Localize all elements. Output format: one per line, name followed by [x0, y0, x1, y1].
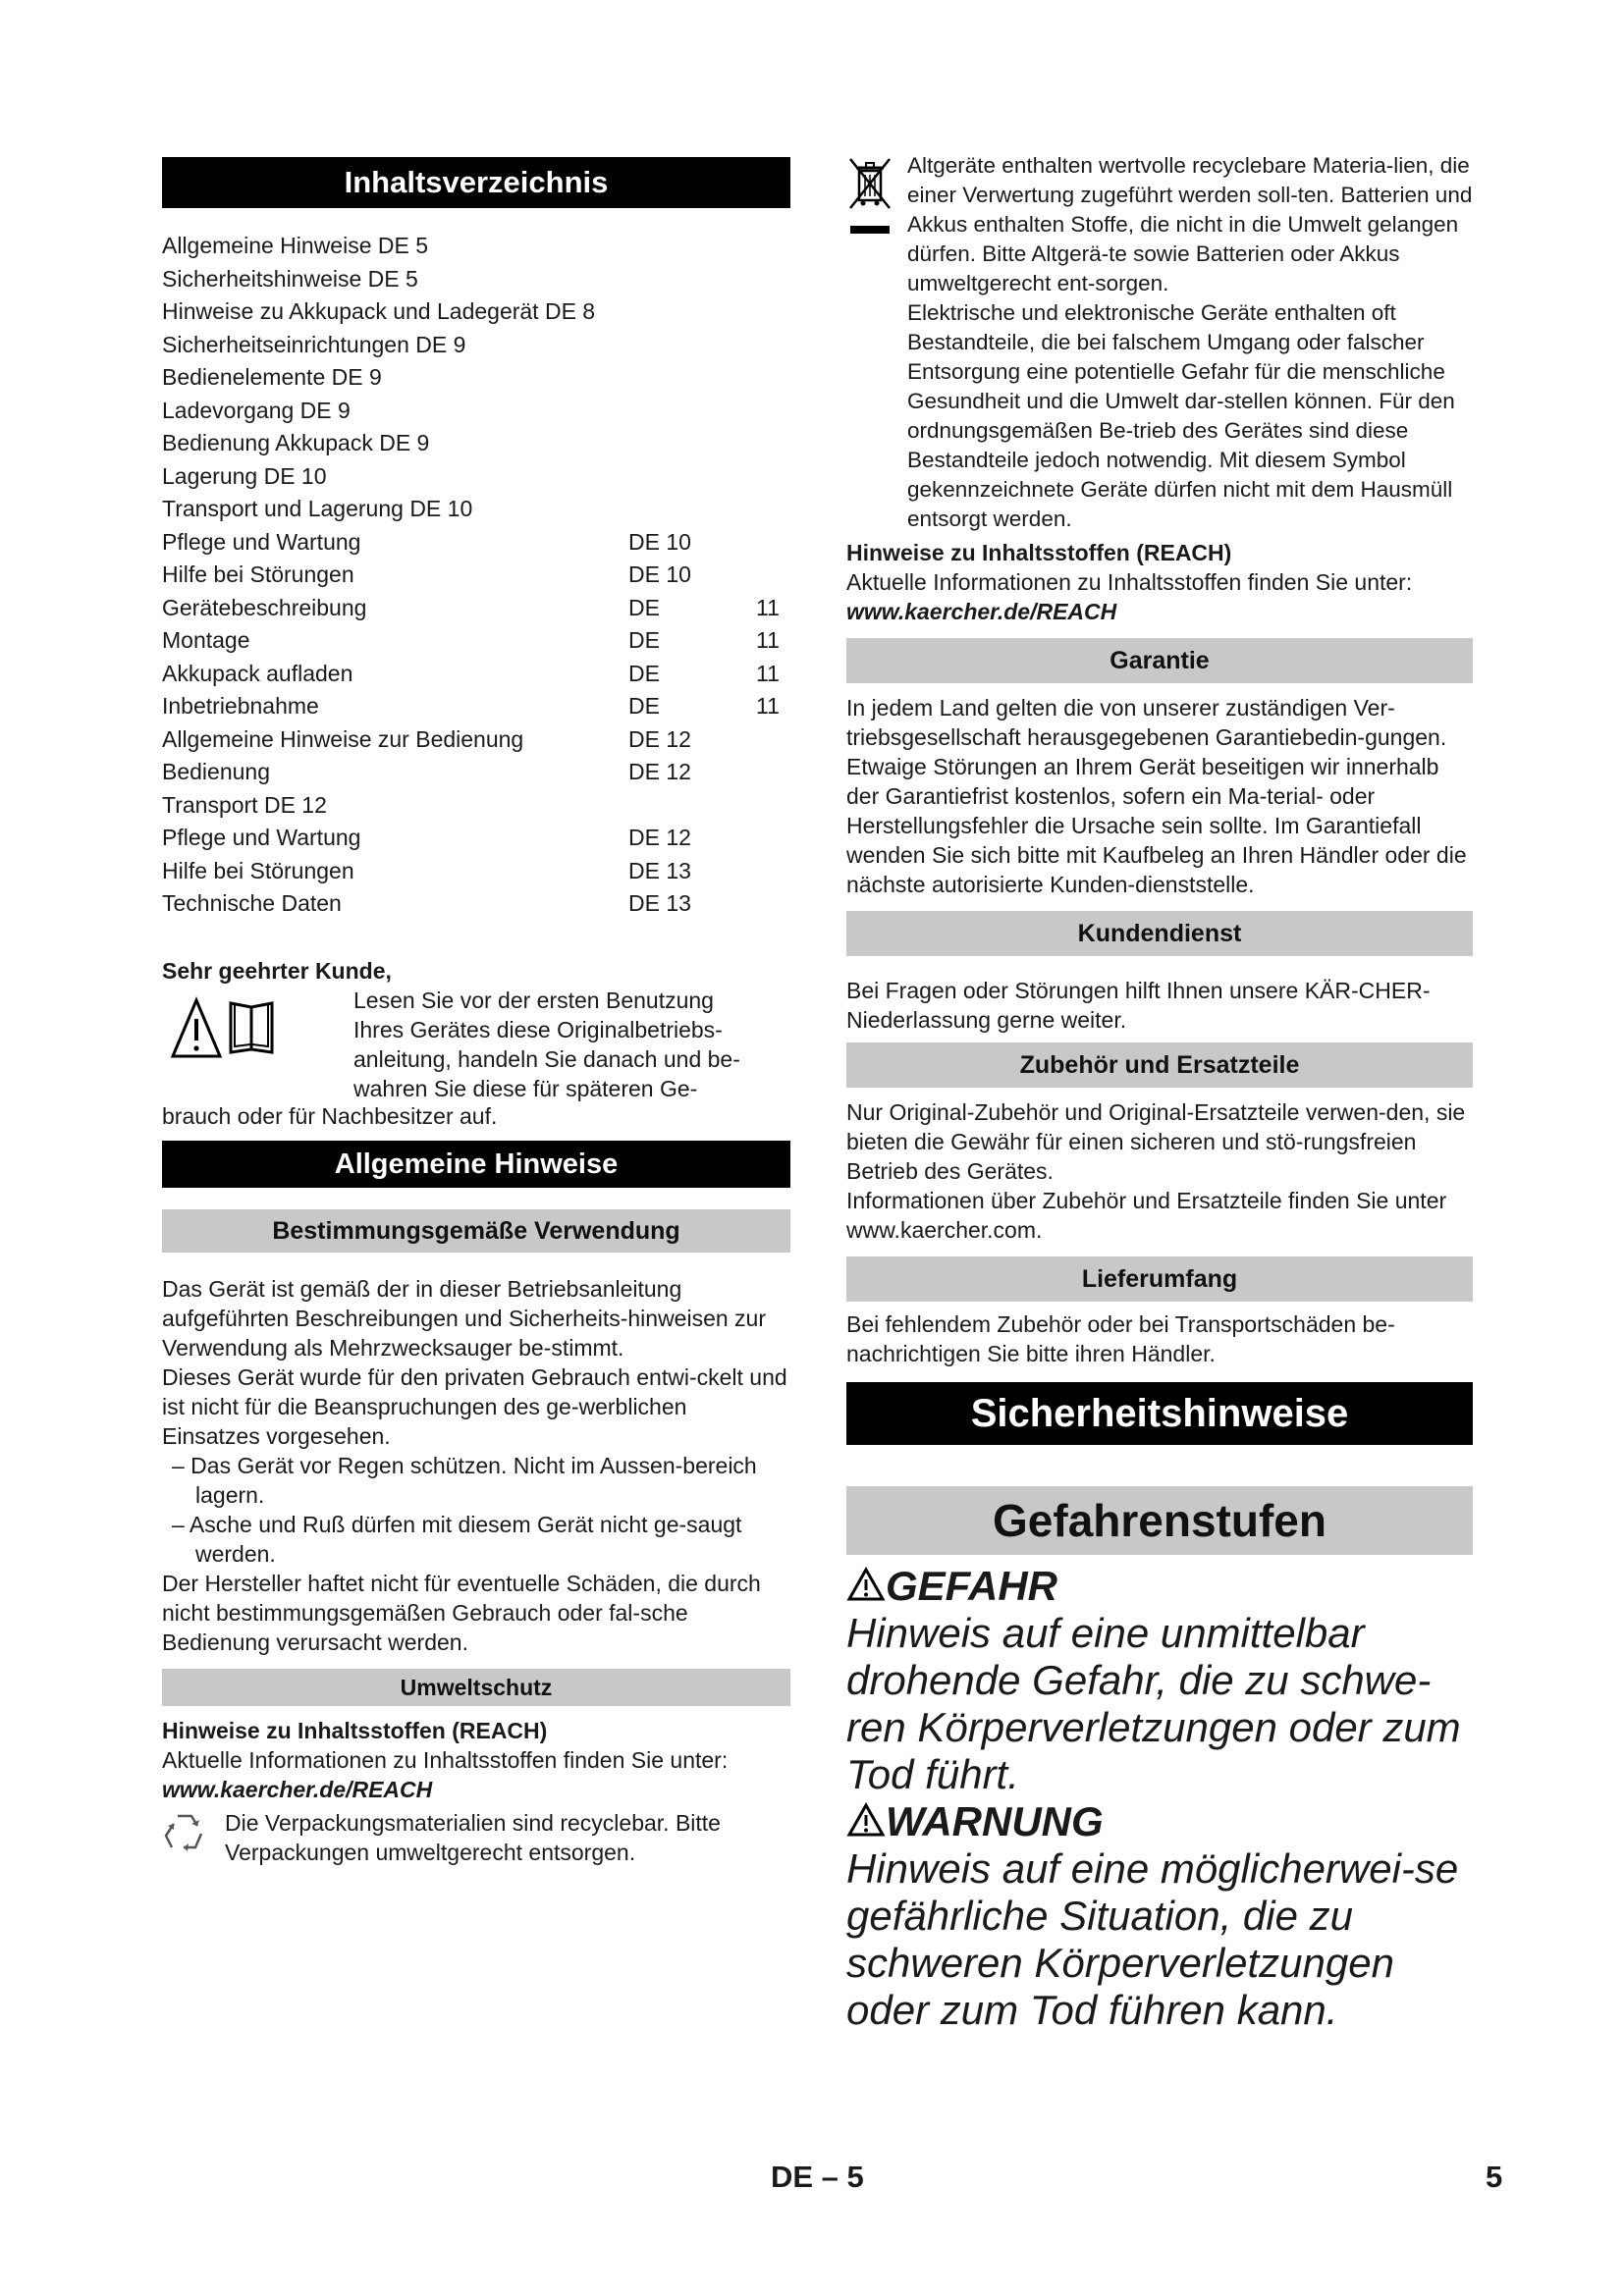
- toc-entry-page-number: 11: [756, 660, 780, 686]
- toc-entry-title: Technische Daten: [162, 890, 342, 916]
- toc-entry: [162, 822, 790, 855]
- gefahr-text: Hinweis auf eine unmittelbar drohende Gefahr, die zu schwe-ren Körperverletzungen oder zum Tod führt.: [846, 1610, 1461, 1797]
- toc-entry-title: Bedienelemente DE 9: [162, 364, 382, 390]
- toc-entry: [162, 855, 790, 888]
- reach-url-right: www.kaercher.de/REACH: [846, 599, 1117, 624]
- reach-text-right: Aktuelle Informationen zu Inhaltsstoffen finden Sie unter:: [846, 569, 1413, 595]
- toc-entry-page-prefix: DE 10: [628, 528, 691, 555]
- toc-entry: [162, 427, 790, 460]
- section-zubehoer: Zubehör und Ersatzteile: [846, 1042, 1473, 1088]
- toc-entry-page-prefix: DE 13: [628, 857, 691, 883]
- weee-text-1: Altgeräte enthalten wertvolle recyclebare Materia-lien, die einer Verwertung zugeführt werden soll-ten. Batterien und Akkus enthalten Stoffe, die nicht in die Umwelt gelangen dürfen. Bitte Altgerä-te sowie Batterien oder Akkus umweltgerecht ent-sorgen.: [907, 153, 1473, 295]
- toc-entry: [162, 395, 790, 428]
- toc-entry: [162, 295, 790, 329]
- bestimmung-p1: Das Gerät ist gemäß der in dieser Betriebsanleitung aufgeführten Beschreibungen und Sicherheits-hinweisen zur Verwendung als Mehrzwecksauger be-stimmt.: [162, 1275, 767, 1361]
- warning-triangle-icon: [846, 1800, 886, 1836]
- toc-entry-title: Hinweise zu Akkupack und Ladegerät DE 8: [162, 298, 596, 324]
- section-allgemeine-hinweise: Allgemeine Hinweise: [162, 1141, 790, 1188]
- toc-entry-page-number: 11: [756, 693, 780, 719]
- toc-entry-title: Sicherheitshinweise DE 5: [162, 265, 418, 292]
- toc-entry-page-prefix: DE 10: [628, 561, 691, 587]
- toc-entry-title: Transport und Lagerung DE 10: [162, 496, 473, 521]
- liefer-text: Bei fehlendem Zubehör oder bei Transportschäden be-nachrichtigen Sie bitte ihren Händler.: [846, 1311, 1395, 1366]
- toc-entry: [162, 526, 790, 560]
- toc-entry: [162, 887, 790, 921]
- toc-entry-title: Inbetriebnahme: [162, 693, 319, 719]
- intro-line: wahren Sie diese für späteren Ge-: [353, 1075, 698, 1101]
- toc-entry: [162, 230, 790, 263]
- page-label: DE – 5: [771, 2160, 864, 2194]
- recycle-icon: [162, 1810, 207, 1855]
- toc-entry-page-number: 11: [756, 594, 780, 620]
- toc-entry-page-prefix: DE: [628, 594, 660, 620]
- weee-text-2: Elektrische und elektronische Geräte enthalten oft Bestandteile, die bei falschem Umgang oder falscher Entsorgung eine potentielle Gefahr für die menschliche Gesundheit und die Umwelt dar-stellen können. Für den ordnungsgemäßen Be-trieb des Gerätes sind diese Bestandteile jedoch notwendig. Mit diesem Symbol gekennzeichnete Geräte dürfen nicht mit dem Hausmüll entsorgt werden.: [907, 300, 1455, 531]
- warning-manual-icon: [170, 995, 280, 1064]
- toc-entry-title: Akkupack aufladen: [162, 660, 353, 686]
- recycle-block: [162, 1808, 790, 1867]
- toc-entry-page-prefix: DE 13: [628, 890, 691, 916]
- toc-entry-title: Transport DE 12: [162, 791, 327, 818]
- toc-entry-title: Pflege und Wartung: [162, 528, 361, 555]
- gefahr-label: GEFAHR: [886, 1563, 1058, 1609]
- section-lieferumfang: Lieferumfang: [846, 1256, 1473, 1302]
- toc-entry: [162, 624, 790, 658]
- warning-triangle-icon: [846, 1565, 886, 1600]
- page-number: 5: [1486, 2160, 1503, 2194]
- bestimmung-bullet-1: – Das Gerät vor Regen schützen. Nicht im Aussen-bereich lagern.: [172, 1452, 757, 1508]
- intro-text: [353, 986, 740, 1103]
- warnung-heading: [846, 1798, 1473, 1845]
- toc-entry: [162, 361, 790, 395]
- toc-entry: [162, 723, 790, 757]
- intro-line: anleitung, handeln Sie danach und be-: [353, 1045, 740, 1072]
- garantie-text: In jedem Land gelten die von unserer zuständigen Ver-triebsgesellschaft herausgegebenen Garantiebedin-gungen. Etwaige Störungen an Ihrem Gerät beseitigen wir innerhalb der Garantiefrist kostenlos, sofern ein Ma-terial- oder Herstellungsfehler die Ursache sein sollte. Im Garantiefall wenden Sie sich bitte mit Kaufbeleg an Ihren Händler oder die nächste autorisierte Kunden-dienststelle.: [846, 695, 1467, 897]
- section-sicherheitshinweise: Sicherheitshinweise: [846, 1382, 1473, 1445]
- bestimmung-p2: Dieses Gerät wurde für den privaten Gebrauch entwi-ckelt und ist nicht für die Beanspruchungen des ge-werblichen Einsatzes vorgesehen.: [162, 1363, 787, 1449]
- intro-text-last: brauch oder für Nachbesitzer auf.: [162, 1102, 498, 1129]
- toc-list: [162, 230, 790, 921]
- bestimmung-p3: Der Hersteller haftet nicht für eventuelle Schäden, die durch nicht bestimmungsgemäßen Gebrauch oder fal-sche Bedienung verursacht werden.: [162, 1570, 761, 1655]
- toc-entry-title: Ladevorgang DE 9: [162, 397, 351, 423]
- toc-entry-title: Sicherheitseinrichtungen DE 9: [162, 331, 466, 357]
- toc-entry: [162, 460, 790, 494]
- warnung-text: Hinweis auf eine möglicherwei-se gefährliche Situation, die zu schweren Körperverletzungen oder zum Tod führen kann.: [846, 1845, 1459, 2033]
- toc-entry: [162, 756, 790, 789]
- toc-entry: [162, 329, 790, 362]
- reach-title-right: Hinweise zu Inhaltsstoffen (REACH): [846, 540, 1232, 565]
- reach-url-left: www.kaercher.de/REACH: [162, 1776, 433, 1802]
- bestimmung-bullet-2: – Asche und Ruß dürfen mit diesem Gerät nicht ge-saugt werden.: [172, 1511, 742, 1567]
- toc-entry-title: Bedienung: [162, 759, 270, 784]
- toc-entry-page-prefix: DE 12: [628, 759, 691, 784]
- toc-entry-title: Hilfe bei Störungen: [162, 857, 354, 883]
- toc-entry-title: Allgemeine Hinweise zur Bedienung: [162, 725, 524, 752]
- toc-entry: [162, 690, 790, 723]
- toc-entry-page-prefix: DE: [628, 627, 660, 653]
- subsection-bestimmung: Bestimmungsgemäße Verwendung: [162, 1209, 790, 1253]
- weee-block: [846, 151, 1473, 534]
- toc-entry-title: Lagerung DE 10: [162, 462, 327, 489]
- toc-entry: [162, 263, 790, 296]
- toc-entry-page-prefix: DE 12: [628, 825, 691, 850]
- toc-entry-title: Hilfe bei Störungen: [162, 561, 354, 587]
- right-column: [846, 153, 1473, 2034]
- gefahr-heading: [846, 1563, 1473, 1610]
- toc-entry-title: Pflege und Wartung: [162, 825, 361, 850]
- toc-entry-page-number: 11: [756, 627, 780, 653]
- subsection-umweltschutz: Umweltschutz: [162, 1669, 790, 1706]
- toc-entry: [162, 789, 790, 823]
- warnung-label: WARNUNG: [886, 1798, 1104, 1844]
- toc-title: Inhaltsverzeichnis: [162, 157, 790, 208]
- toc-entry: [162, 559, 790, 592]
- greeting: Sehr geehrter Kunde,: [162, 957, 392, 984]
- toc-entry-title: Bedienung Akkupack DE 9: [162, 430, 430, 455]
- reach-text-left: Aktuelle Informationen zu Inhaltsstoffen finden Sie unter:: [162, 1746, 729, 1773]
- section-garantie: Garantie: [846, 638, 1473, 683]
- intro-block: [162, 986, 790, 1103]
- toc-entry-title: Allgemeine Hinweise DE 5: [162, 233, 429, 258]
- toc-entry-page-prefix: DE: [628, 693, 660, 719]
- section-kundendienst: Kundendienst: [846, 911, 1473, 956]
- toc-entry: [162, 592, 790, 625]
- left-column: [162, 157, 790, 1867]
- toc-entry-page-prefix: DE: [628, 660, 660, 686]
- toc-entry-page-prefix: DE 12: [628, 725, 691, 752]
- zubehoer-text-1: Nur Original-Zubehör und Original-Ersatzteile verwen-den, sie bieten die Gewähr für einen sicheren und stö-rungsfreien Betrieb des Gerätes.: [846, 1099, 1466, 1184]
- intro-line: Lesen Sie vor der ersten Benutzung: [353, 987, 714, 1013]
- toc-entry: [162, 658, 790, 691]
- reach-title-left: Hinweise zu Inhaltsstoffen (REACH): [162, 1717, 548, 1743]
- recycle-text: Die Verpackungsmaterialien sind recyclebar. Bitte Verpackungen umweltgerecht entsorgen.: [225, 1809, 721, 1865]
- toc-entry-title: Gerätebeschreibung: [162, 594, 367, 620]
- crossed-bin-icon: [846, 155, 895, 238]
- toc-entry-title: Montage: [162, 627, 250, 653]
- intro-line: Ihres Gerätes diese Originalbetriebs-: [353, 1016, 723, 1042]
- kundendienst-text: Bei Fragen oder Störungen hilft Ihnen unsere KÄR-CHER-Niederlassung gerne weiter.: [846, 978, 1431, 1033]
- toc-entry: [162, 493, 790, 526]
- zubehoer-text-2: Informationen über Zubehör und Ersatzteile finden Sie unter www.kaercher.com.: [846, 1188, 1447, 1243]
- section-gefahrenstufen: Gefahrenstufen: [846, 1486, 1473, 1555]
